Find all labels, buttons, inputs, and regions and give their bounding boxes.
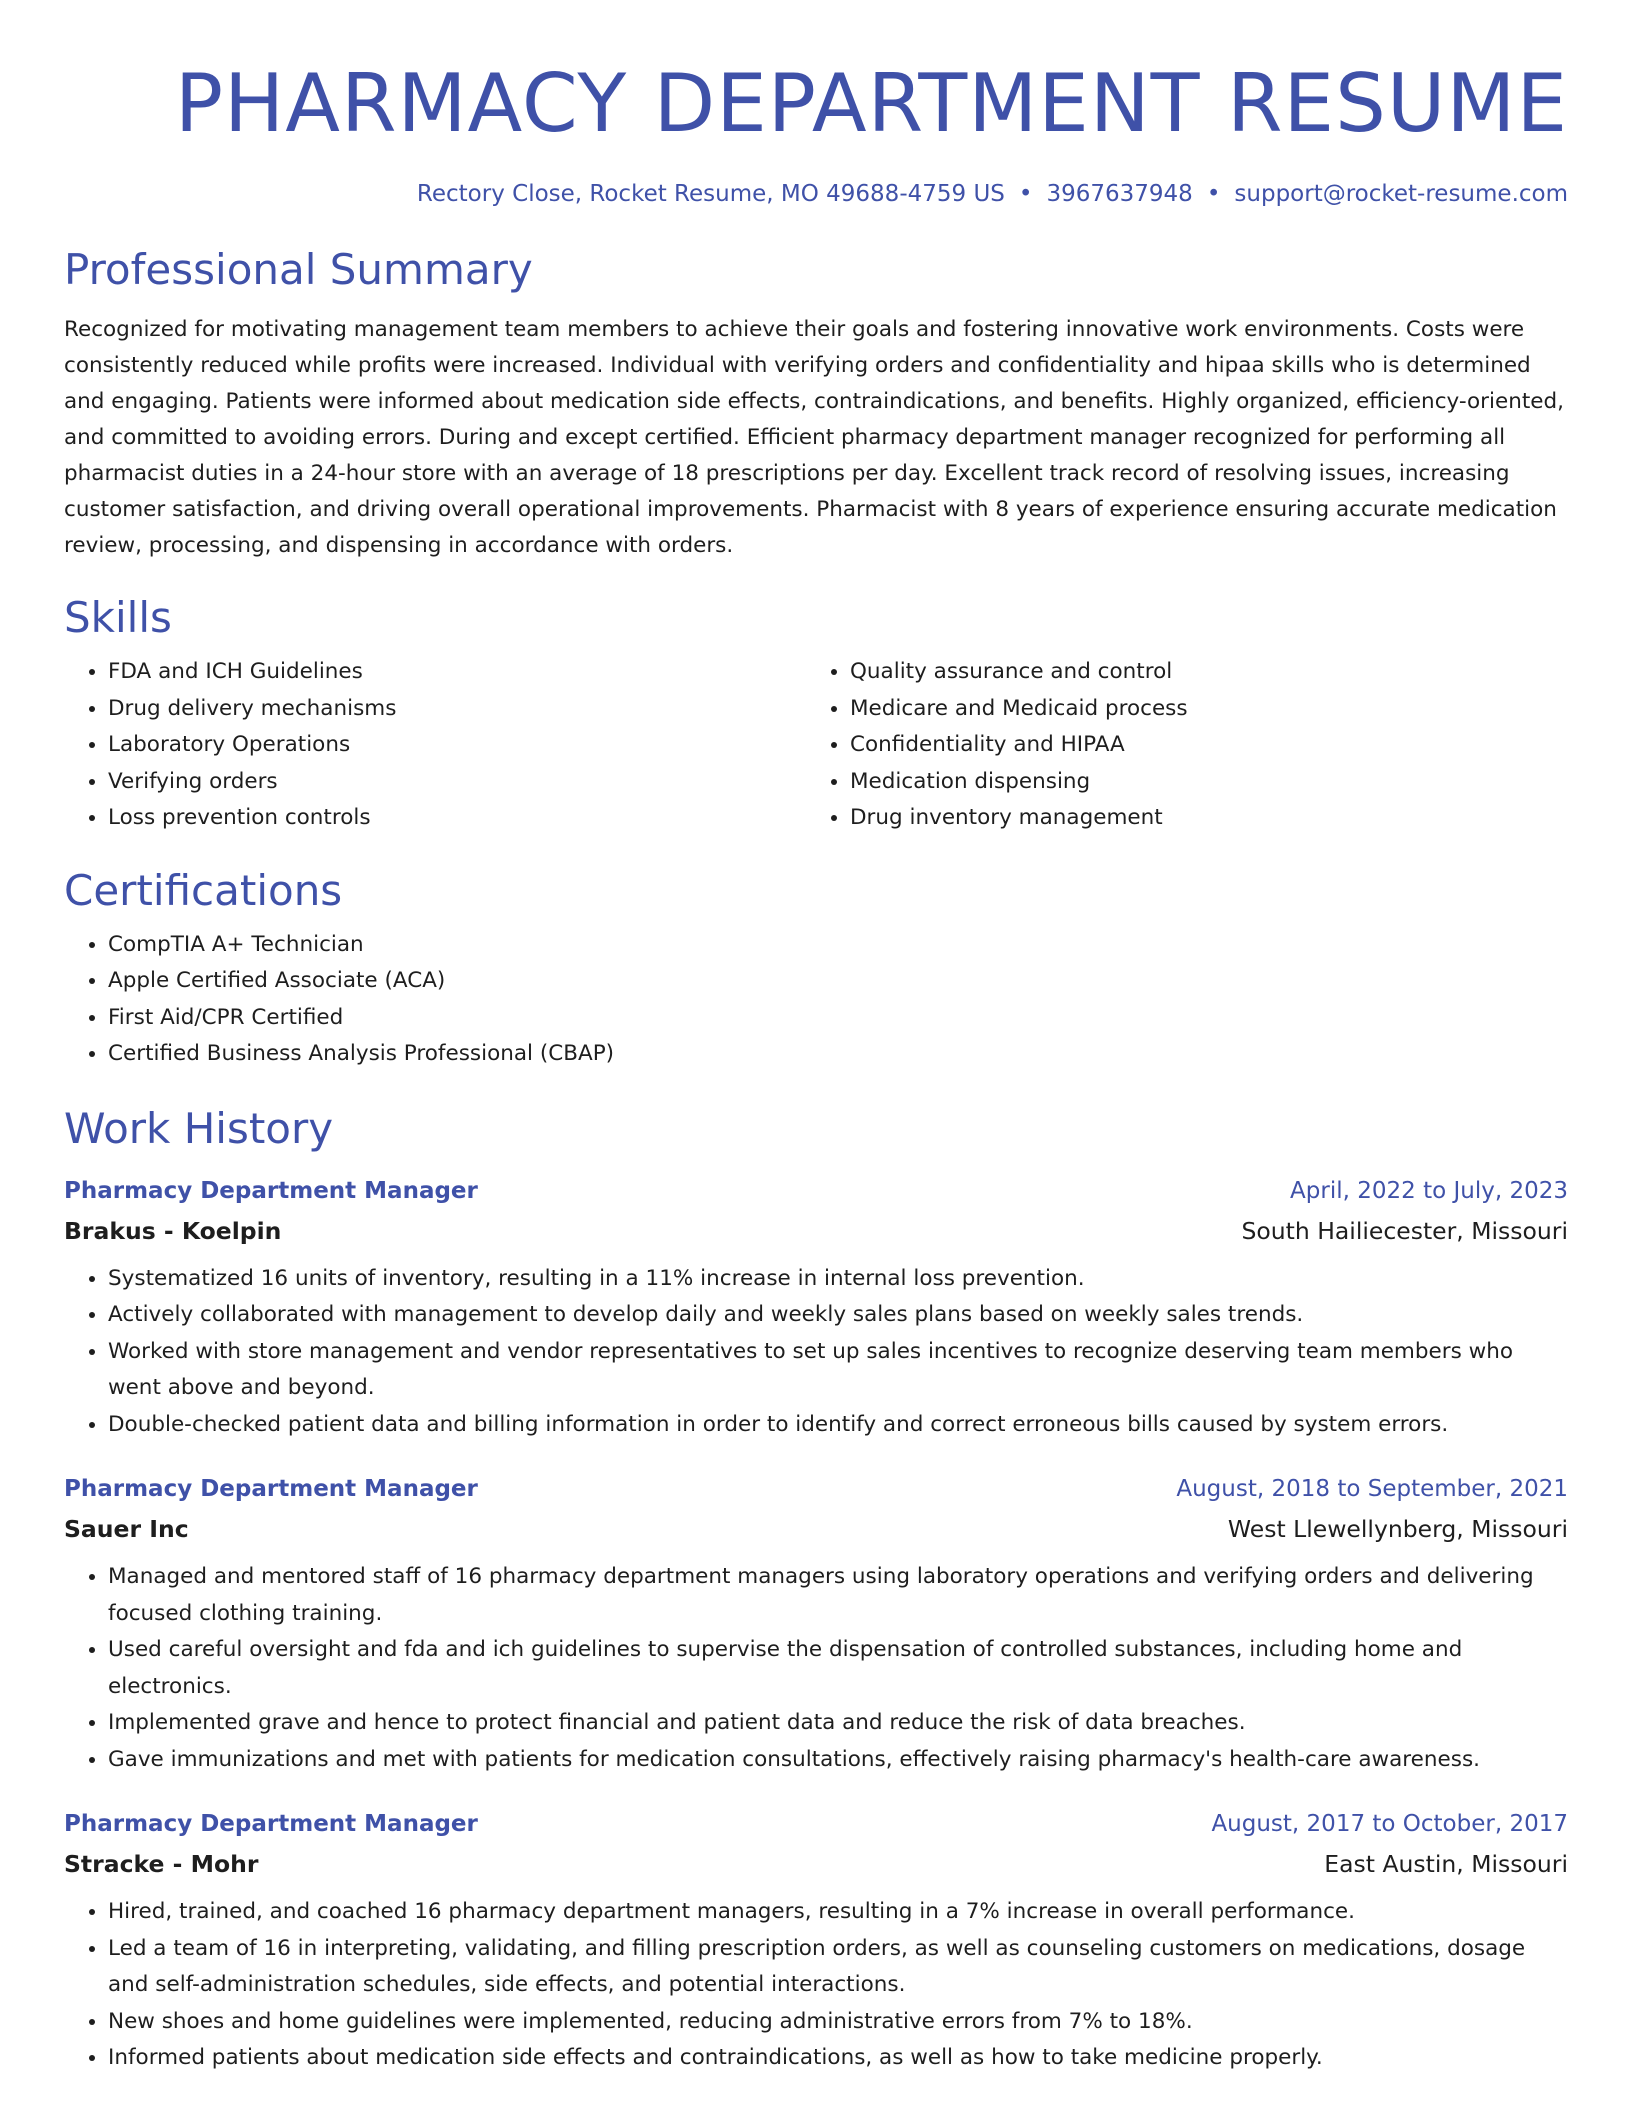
job-company-row	[64, 1211, 1568, 1251]
job-header-row	[64, 1469, 1568, 1509]
job-title: Pharmacy Department Manager	[64, 1811, 478, 1837]
resume-page	[64, 0, 1568, 2077]
job-bullet: • Led a team of 16 in interpreting, validating, and filling prescription orders, as well as counseling customers on medications, dosage and self-administration schedules, side effects, and potential interactions.	[108, 1931, 1568, 2004]
skills-section	[64, 590, 1568, 837]
contact-email[interactable]: support@rocket-resume.com	[1234, 181, 1568, 207]
job-location: East Austin, Missouri	[1324, 1850, 1568, 1878]
skill-item: • Drug inventory management	[850, 800, 1548, 837]
certifications-list	[64, 927, 1568, 1073]
contact-line	[64, 178, 1568, 210]
certification-item: • Apple Certified Associate (ACA)	[108, 963, 1568, 1000]
certifications-section	[64, 863, 1568, 1073]
certification-item: • Certified Business Analysis Professional (CBAP)	[108, 1036, 1568, 1073]
job-company-row	[64, 1509, 1568, 1549]
job-header-row	[64, 1804, 1568, 1844]
job-bullet: • Gave immunizations and met with patients for medication consultations, effectively raising pharmacy's health-care awareness.	[108, 1742, 1568, 1779]
skills-grid	[64, 654, 1568, 837]
skill-item: • Medication dispensing	[850, 764, 1548, 801]
job-bullet: • Used careful oversight and fda and ich guidelines to supervise the dispensation of controlled substances, including home and electronics.	[108, 1632, 1568, 1705]
job-company-row	[64, 1844, 1568, 1884]
summary-heading: Professional Summary	[64, 245, 533, 294]
resume-name: PHARMACY DEPARTMENT RESUME	[174, 57, 1568, 150]
job-location: South Hailiecester, Missouri	[1241, 1216, 1568, 1245]
certification-item: • First Aid/CPR Certified	[108, 1000, 1568, 1037]
job-title: Pharmacy Department Manager	[64, 1177, 478, 1204]
skill-item: • Medicare and Medicaid process	[850, 691, 1548, 728]
job-company: Sauer Inc	[64, 1515, 189, 1543]
skill-item: • Drug delivery mechanisms	[108, 691, 806, 728]
job-bullet: • Actively collaborated with management to develop daily and weekly sales plans based on weekly sales trends.	[108, 1297, 1568, 1334]
job-bullet: • Managed and mentored staff of 16 pharmacy department managers using laboratory operations and verifying orders and delivering focused clothing training.	[108, 1559, 1568, 1632]
job-bullets	[64, 1894, 1568, 2077]
skill-item: • Quality assurance and control	[850, 654, 1548, 691]
skill-item: • Laboratory Operations	[108, 727, 806, 764]
contact-phone: 3967637948	[1046, 181, 1193, 207]
skills-column-left	[64, 654, 806, 837]
contact-address: Rectory Close, Rocket Resume, MO 49688-4759 US	[416, 181, 1005, 207]
job-entry	[64, 1171, 1568, 1444]
skills-column-right	[806, 654, 1548, 837]
skill-item: • FDA and ICH Guidelines	[108, 654, 806, 691]
job-bullet: • Informed patients about medication side effects and contraindications, as well as how to take medicine properly.	[108, 2040, 1568, 2077]
skills-list-right	[806, 654, 1548, 837]
summary-section	[64, 242, 1568, 564]
job-bullet: • Implemented grave and hence to protect financial and patient data and reduce the risk of data breaches.	[108, 1705, 1568, 1742]
job-bullets	[64, 1559, 1568, 1778]
certifications-heading: Certifications	[64, 865, 343, 915]
job-bullet: • Worked with store management and vendor representatives to set up sales incentives to recognize deserving team members who went above and beyond.	[108, 1334, 1568, 1407]
job-entry	[64, 1804, 1568, 2077]
job-title: Pharmacy Department Manager	[64, 1476, 478, 1502]
job-bullets	[64, 1261, 1568, 1444]
job-bullet: • New shoes and home guidelines were implemented, reducing administrative errors from 7% to 18%.	[108, 2004, 1568, 2041]
summary-text: Recognized for motivating management team members to achieve their goals and fostering innovative work environments. Costs were consistently reduced while profits were increased. Individual with verifying orders and confidentiality and hipaa skills who is determined and engaging. Patients were informed about medication side effects, contraindications, and benefits. Highly organized, efficiency-oriented, and committed to avoiding errors. During and except certified. Efficient pharmacy department manager recognized for performing all pharmacist duties in a 24-hour store with an average of 18 prescriptions per day. Excellent track record of resolving issues, increasing customer satisfaction, and driving overall operational improvements. Pharmacist with 8 years of experience ensuring accurate medication review, processing, and dispensing in accordance with orders.	[64, 317, 1564, 558]
skills-list-left	[64, 654, 806, 837]
job-bullet: • Double-checked patient data and billing information in order to identify and correct erroneous bills caused by system errors.	[108, 1407, 1568, 1444]
job-header-row	[64, 1171, 1568, 1211]
skill-item: • Verifying orders	[108, 764, 806, 801]
work-history-section	[64, 1101, 1568, 2077]
certification-item: • CompTIA A+ Technician	[108, 927, 1568, 964]
job-bullet: • Systematized 16 units of inventory, resulting in a 11% increase in internal loss prevention.	[108, 1261, 1568, 1298]
contact-separator: •	[1018, 181, 1033, 207]
skill-item: • Confidentiality and HIPAA	[850, 727, 1548, 764]
job-dates: August, 2018 to September, 2021	[1176, 1476, 1568, 1502]
job-entry	[64, 1469, 1568, 1778]
job-location: West Llewellynberg, Missouri	[1227, 1515, 1568, 1543]
contact-separator: •	[1206, 181, 1221, 207]
job-company: Stracke - Mohr	[64, 1850, 259, 1878]
job-company: Brakus - Koelpin	[64, 1216, 282, 1245]
skill-item: • Loss prevention controls	[108, 800, 806, 837]
skills-heading: Skills	[64, 593, 172, 642]
job-bullet: • Hired, trained, and coached 16 pharmacy department managers, resulting in a 7% increase in overall performance.	[108, 1894, 1568, 1931]
job-dates: August, 2017 to October, 2017	[1211, 1811, 1568, 1837]
job-dates: April, 2022 to July, 2023	[1290, 1177, 1568, 1204]
work-history-heading: Work History	[64, 1103, 334, 1153]
